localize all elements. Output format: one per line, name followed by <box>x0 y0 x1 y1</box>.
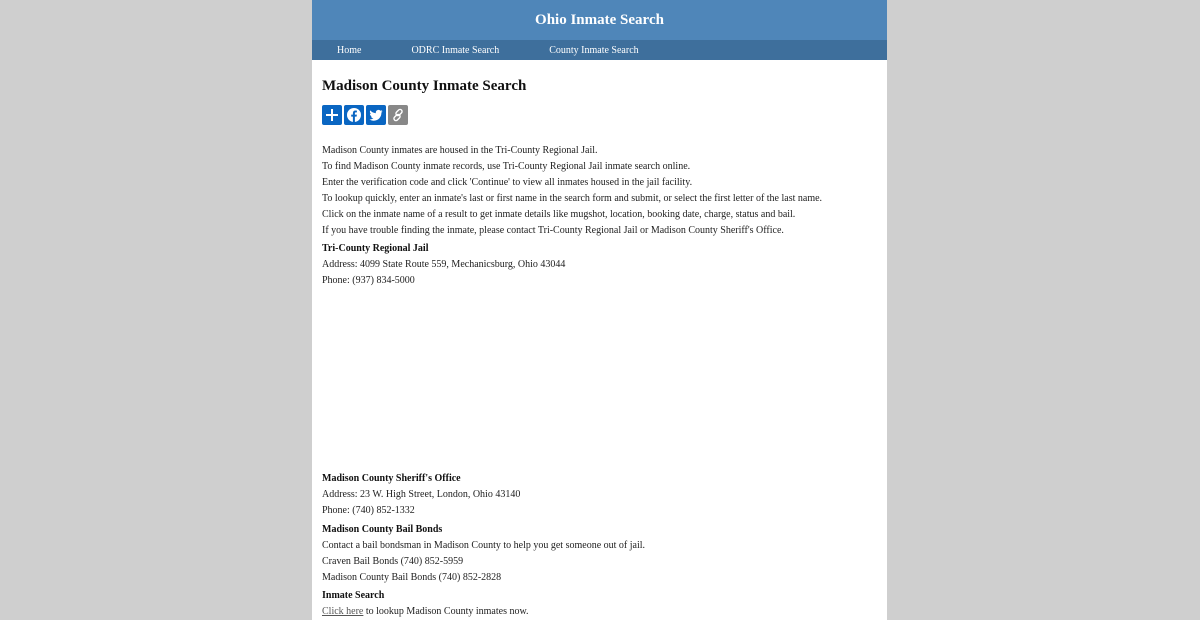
page-title: Madison County Inmate Search <box>322 78 527 94</box>
site-title[interactable]: Ohio Inmate Search <box>535 11 664 28</box>
inmate-search-text: to lookup Madison County inmates now. <box>363 606 529 617</box>
bail-bonds-line: Craven Bail Bonds (740) 852-5959 <box>322 556 464 567</box>
intro-line: To find Madison County inmate records, use Tri-County Regional Jail inmate search online. <box>322 161 691 172</box>
bail-bonds-line: Contact a bail bondsman in Madison County to help you get someone out of jail. <box>322 540 646 551</box>
copy-link-icon[interactable] <box>388 105 408 125</box>
jail-name: Tri-County Regional Jail <box>322 243 429 254</box>
nav-bar <box>312 40 887 60</box>
intro-line: To lookup quickly, enter an inmate's last or first name in the search form and submit, or select the first letter of the last name. <box>322 193 823 204</box>
ad-space <box>322 289 877 471</box>
jail-phone: Phone: (937) 834-5000 <box>322 275 415 286</box>
facebook-icon[interactable] <box>344 105 364 125</box>
page-container <box>312 0 887 620</box>
twitter-icon[interactable] <box>366 105 386 125</box>
sheriff-info <box>322 471 877 519</box>
inmate-search-line <box>322 604 877 620</box>
nav-item-home[interactable]: Home <box>337 44 362 56</box>
inmate-search-title: Inmate Search <box>322 590 385 601</box>
click-here-link[interactable]: Click here <box>322 606 364 617</box>
share-plus-icon[interactable] <box>322 105 342 125</box>
intro-line: Click on the inmate name of a result to get inmate details like mugshot, location, booking date, charge, status and bail. <box>322 209 796 220</box>
sheriff-phone: Phone: (740) 852-1332 <box>322 505 415 516</box>
inmate-search-info <box>322 588 877 620</box>
share-bar <box>322 105 877 125</box>
intro-line: If you have trouble finding the inmate, please contact Tri-County Regional Jail or Madison County Sheriff's Office. <box>322 225 784 236</box>
nav-item-odrc-inmate-search[interactable]: ODRC Inmate Search <box>411 44 500 56</box>
intro-line: Enter the verification code and click 'Continue' to view all inmates housed in the jail facility. <box>322 177 693 188</box>
jail-address: Address: 4099 State Route 559, Mechanicsburg, Ohio 43044 <box>322 259 566 270</box>
jail-info <box>322 241 877 289</box>
sheriff-address: Address: 23 W. High Street, London, Ohio 43140 <box>322 489 521 500</box>
nav-item-county-inmate-search[interactable]: County Inmate Search <box>549 44 639 56</box>
intro-line: Madison County inmates are housed in the Tri-County Regional Jail. <box>322 145 598 156</box>
bail-bonds-title: Madison County Bail Bonds <box>322 524 443 535</box>
sheriff-name: Madison County Sheriff's Office <box>322 473 461 484</box>
intro-paragraph <box>322 143 877 239</box>
site-header <box>312 0 887 40</box>
bail-bonds-info <box>322 522 877 586</box>
main-content <box>312 77 887 620</box>
bail-bonds-line: Madison County Bail Bonds (740) 852-2828 <box>322 572 502 583</box>
